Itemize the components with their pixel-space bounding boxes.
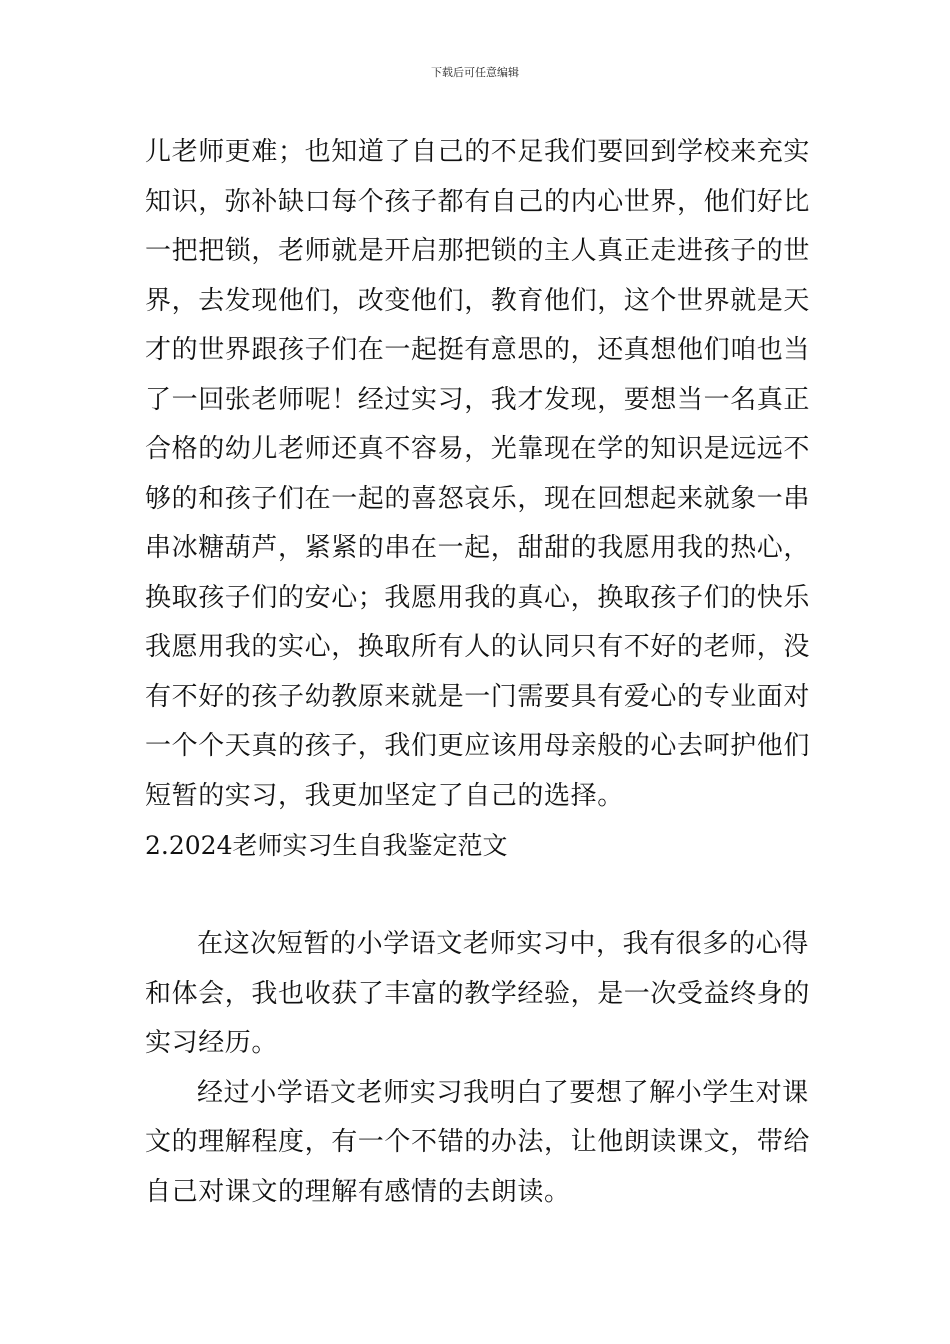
text-line: 自己对课文的理解有感情的去朗读。 bbox=[145, 1176, 571, 1207]
text-line: 文的理解程度，有一个不错的办法，让他朗读课文，带给 bbox=[145, 1127, 811, 1157]
document-body bbox=[145, 128, 811, 1217]
text-line: 一把把锁，老师就是开启那把锁的主人真正走进孩子的世 bbox=[145, 236, 811, 266]
text-line: 我愿用我的实心，换取所有人的认同只有不好的老师，没 bbox=[145, 632, 811, 662]
text-line: 实习经历。 bbox=[145, 1028, 279, 1058]
text-line: 了一回张老师呢！经过实习，我才发现，要想当一名真正 bbox=[145, 384, 811, 415]
text-line: 经过小学语文老师实习我明白了要想了解小学生对课 bbox=[197, 1077, 809, 1108]
text-line: 一个个天真的孩子，我们更应该用母亲般的心去呵护他们 bbox=[145, 731, 811, 761]
text-line: 和体会，我也收获了丰富的教学经验，是一次受益终身的 bbox=[145, 978, 811, 1009]
text-line: 有不好的孩子幼教原来就是一门需要具有爱心的专业面对 bbox=[145, 681, 811, 712]
text-line: 界，去发现他们，改变他们，教育他们，这个世界就是天 bbox=[145, 285, 811, 316]
text-line: 够的和孩子们在一起的喜怒哀乐，现在回想起来就象一串 bbox=[145, 483, 811, 514]
text-line: 在这次短暂的小学语文老师实习中，我有很多的心得 bbox=[197, 929, 809, 959]
text-line: 串冰糖葫芦，紧紧的串在一起，甜甜的我愿用我的热心， bbox=[145, 533, 811, 563]
text-line: 换取孩子们的安心；我愿用我的真心，换取孩子们的快乐 bbox=[145, 582, 811, 613]
paragraph-2 bbox=[145, 920, 811, 1069]
section-heading: 2.2024老师实习生自我鉴定范文 bbox=[145, 831, 508, 860]
text-line: 儿老师更难；也知道了自己的不足我们要回到学校来充实 bbox=[145, 137, 811, 167]
paragraph-3 bbox=[145, 1069, 811, 1218]
header-note: 下载后可任意编辑 bbox=[431, 66, 519, 79]
blank-line bbox=[145, 871, 807, 921]
text-line: 才的世界跟孩子们在一起挺有意思的，还真想他们咱也当 bbox=[145, 335, 811, 365]
text-line: 短暂的实习，我更加坚定了自己的选择。 bbox=[145, 780, 624, 811]
paragraph-1 bbox=[145, 128, 811, 821]
text-line: 知识，弥补缺口每个孩子都有自己的内心世界，他们好比 bbox=[145, 186, 811, 217]
text-line: 合格的幼儿老师还真不容易，光靠现在学的知识是远远不 bbox=[145, 434, 811, 464]
